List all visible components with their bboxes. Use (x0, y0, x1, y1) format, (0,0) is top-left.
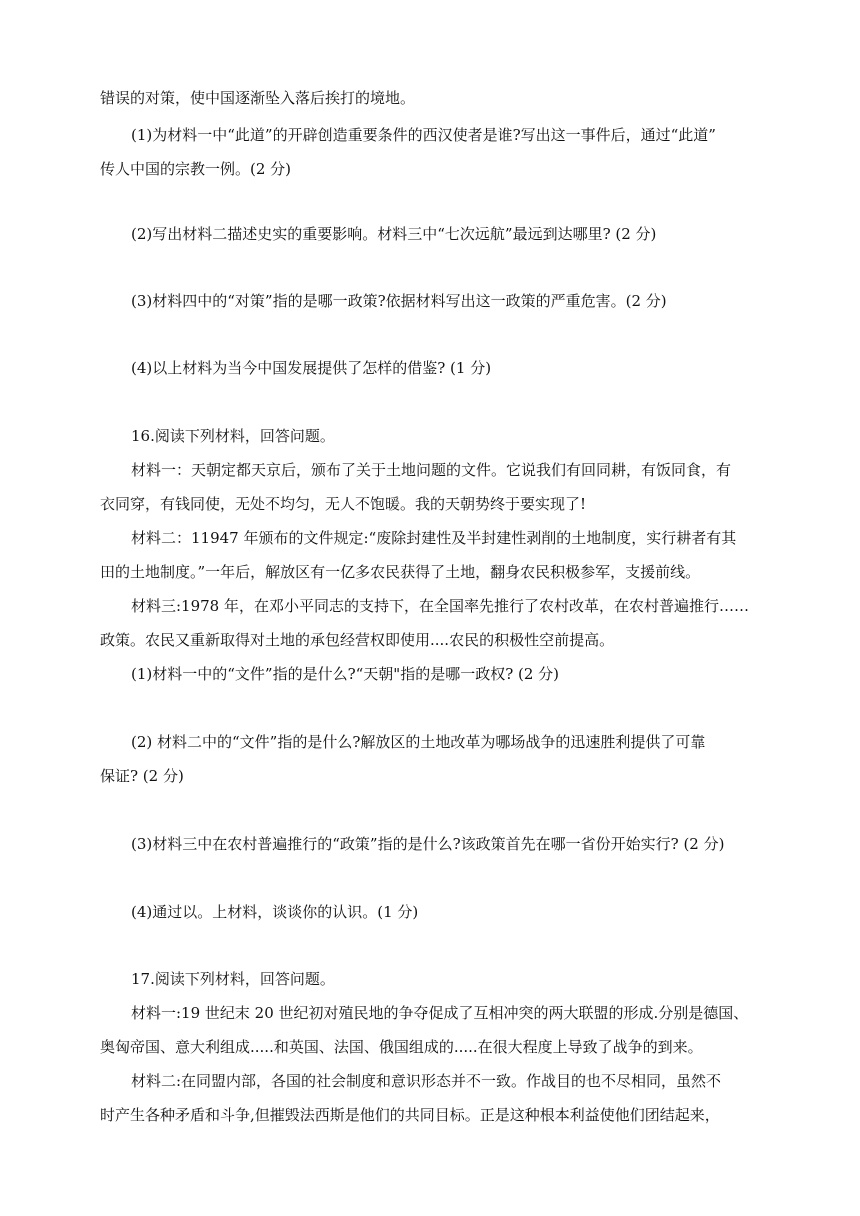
question-16-3: (3)材料三中在农村普遍推行的“政策”指的是什么?该政策首先在哪一省份开始实行? (2 分) (131, 835, 725, 853)
question-16-heading: 16.阅读下列材料，回答问题。 (131, 427, 335, 445)
question-15-3: (3)材料四中的“对策”指的是哪一政策?依据材料写出这一政策的严重危害。(2 分) (131, 292, 667, 310)
question-15-1-line-1: (1)为材料一中“此道”的开辟创造重要条件的西汉使者是谁?写出这一事件后，通过“此道” (131, 126, 716, 144)
question-17-heading: 17.阅读下列材料，回答问题。 (131, 970, 335, 988)
material-17-1-line-1: 材料一:19 世纪末 20 世纪初对殖民地的争夺促成了互相冲突的两大联盟的形成.分别是德国、 (131, 1004, 749, 1022)
question-16-4: (4)通过以。上材料，谈谈你的认识。(1 分) (131, 903, 419, 921)
material-17-2-line-2: 时产生各种矛盾和斗争,但摧毁法西斯是他们的共同目标。正是这种根本利益使他们团结起来， (100, 1106, 720, 1124)
material-16-1-line-2: 衣同穿，有钱同使，无处不均匀，无人不饱暖。我的天朝势终于要实现了! (100, 495, 587, 513)
question-15-1-line-2: 传人中国的宗教一例。(2 分) (100, 160, 292, 178)
question-15-2: (2)写出材料二描述史实的重要影响。材料三中“七次远航”最远到达哪里? (2 分) (131, 225, 657, 243)
question-16-2-line-2: 保证? (2 分) (100, 767, 184, 785)
material-16-2-line-2: 田的土地制度。”一年后，解放区有一亿多农民获得了土地，翻身农民积极参军，支援前线。 (100, 563, 701, 581)
question-15-4: (4)以上材料为当今中国发展提供了怎样的借鉴? (1 分) (131, 359, 492, 377)
material-17-2-line-1: 材料二:在同盟内部，各国的社会制度和意识形态并不一致。作战目的也不尽相同，虽然不 (131, 1072, 722, 1090)
question-16-2-line-1: (2) 材料二中的“文件”指的是什么?解放区的土地改革为哪场战争的迅速胜利提供了可靠 (131, 733, 706, 751)
text-line-1: 错误的对策，使中国逐渐坠入落后挨打的境地。 (100, 89, 416, 107)
question-16-1: (1)材料一中的“文件”指的是什么?“天朝"指的是哪一政权? (2 分) (131, 665, 560, 683)
material-16-1-line-1: 材料一：天朝定都天京后，颁布了关于土地问题的文件。它说我们有回同耕，有饭同食，有 (131, 461, 732, 479)
material-16-3-line-2: 政策。农民又重新取得对土地的承包经营权即使用....农民的积极性空前提高。 (100, 631, 615, 649)
material-17-1-line-2: 奥匈帝国、意大利组成.....和英国、法国、俄国组成的.....在很大程度上导致了战争的到来。 (100, 1038, 703, 1056)
material-16-2-line-1: 材料二：11947 年颁布的文件规定:“废除封建性及半封建性剥削的土地制度，实行耕者有其 (131, 529, 737, 547)
material-16-3-line-1: 材料三:1978 年，在邓小平同志的支持下，在全国率先推行了农村改革，在农村普遍推行…… (131, 597, 749, 615)
